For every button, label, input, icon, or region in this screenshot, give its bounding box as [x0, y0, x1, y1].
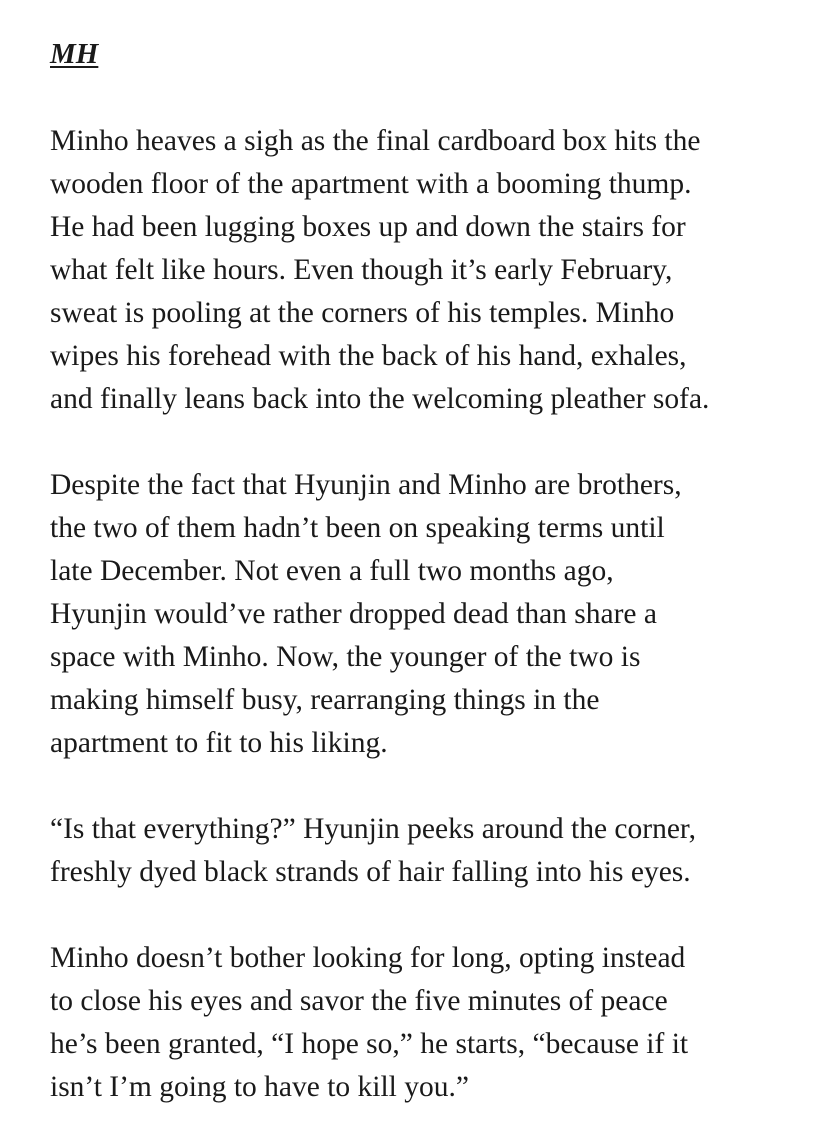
- text-line: space with Minho. Now, the younger of the two is: [50, 641, 641, 673]
- text-line: “Is that everything?” Hyunjin peeks around the corner,: [50, 813, 696, 845]
- text-line: making himself busy, rearranging things in the: [50, 684, 600, 716]
- paragraph-4: [50, 937, 810, 1109]
- text-line: Hyunjin would’ve rather dropped dead than share a: [50, 598, 657, 630]
- text-line: what felt like hours. Even though it’s early February,: [50, 254, 673, 286]
- paragraph-3: [50, 808, 810, 894]
- text-line: isn’t I’m going to have to kill you.”: [50, 1071, 469, 1103]
- section-heading: MH: [50, 38, 99, 70]
- text-line: wipes his forehead with the back of his hand, exhales,: [50, 340, 687, 372]
- text-line: Despite the fact that Hyunjin and Minho are brothers,: [50, 469, 682, 501]
- text-line: and finally leans back into the welcoming pleather sofa.: [50, 383, 710, 415]
- paragraph-2: [50, 464, 810, 765]
- text-line: apartment to fit to his liking.: [50, 727, 388, 759]
- text-line: to close his eyes and savor the five minutes of peace: [50, 985, 668, 1017]
- paragraph-1: [50, 120, 810, 421]
- text-line: sweat is pooling at the corners of his temples. Minho: [50, 297, 675, 329]
- text-line: the two of them hadn’t been on speaking terms until: [50, 512, 665, 544]
- text-line: late December. Not even a full two months ago,: [50, 555, 614, 587]
- text-line: Minho doesn’t bother looking for long, opting instead: [50, 942, 686, 974]
- text-line: wooden floor of the apartment with a booming thump.: [50, 168, 692, 200]
- text-line: He had been lugging boxes up and down the stairs for: [50, 211, 686, 243]
- text-line: Minho heaves a sigh as the final cardboard box hits the: [50, 125, 701, 157]
- text-line: freshly dyed black strands of hair falling into his eyes.: [50, 856, 691, 888]
- text-line: he’s been granted, “I hope so,” he starts, “because if it: [50, 1028, 689, 1060]
